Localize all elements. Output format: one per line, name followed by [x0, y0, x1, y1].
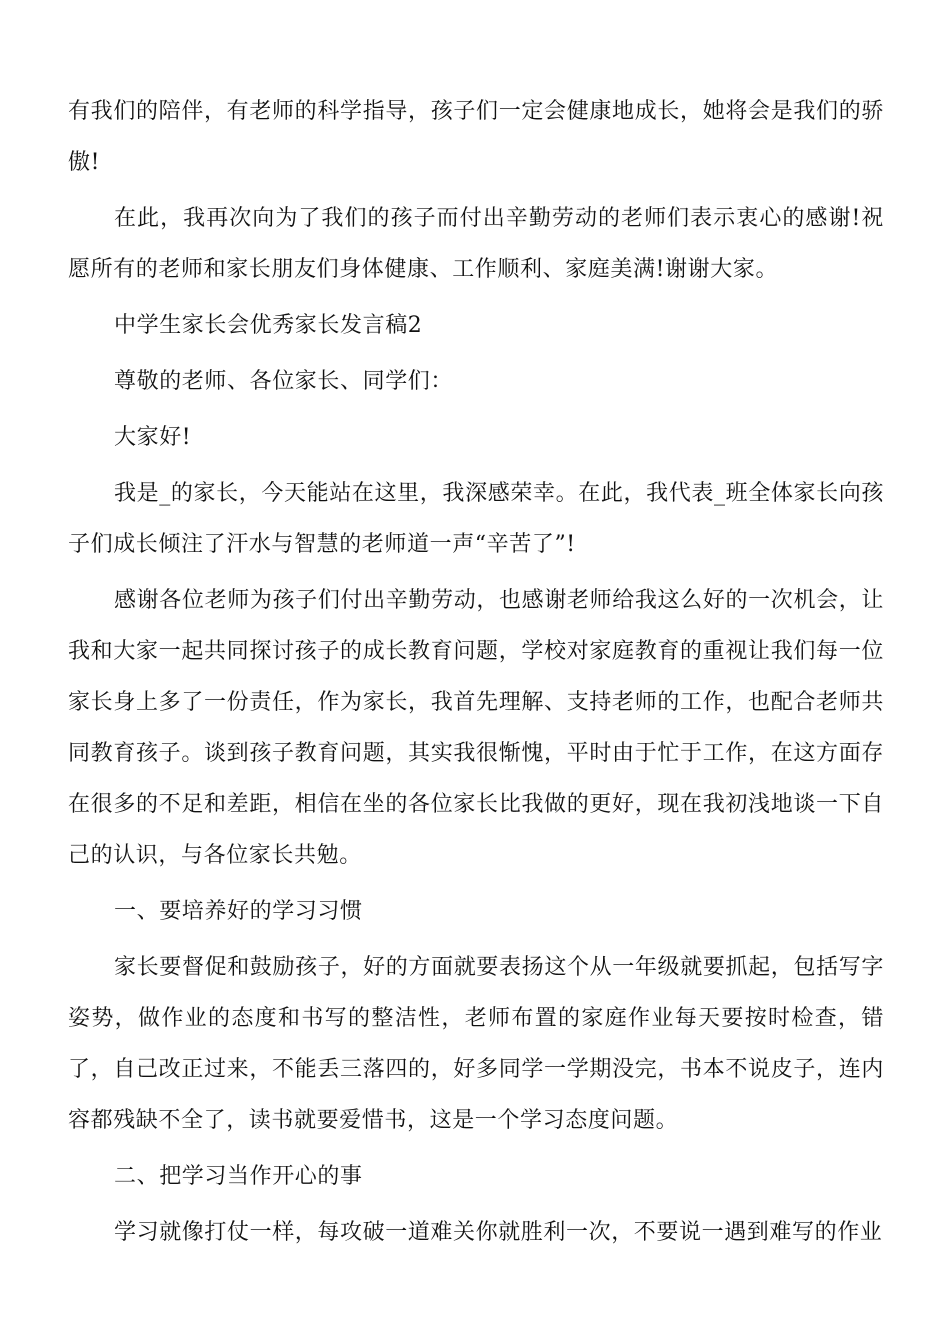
section-heading-joy: 二、把学习当作开心的事 [114, 1164, 363, 1189]
paragraph-salutation: 尊敬的老师、各位家长、同学们： [114, 369, 454, 394]
paragraph-thanks: 在此，我再次向为了我们的孩子而付出辛勤劳动的老师们表示衷心的感谢!祝愿所有的老师和家长朋友们身体健康、工作顺利、家庭美满!谢谢大家。 [68, 206, 884, 282]
paragraph-closing-line: 有我们的陪伴，有老师的科学指导，孩子们一定会健康地成长，她将会是我们的骄傲! [68, 99, 884, 175]
document-heading: 中学生家长会优秀家长发言稿2 [114, 313, 423, 338]
paragraph-habits: 家长要督促和鼓励孩子，好的方面就要表扬这个从一年级就要抓起，包括写字姿势，做作业的态度和书写的整洁性，老师布置的家庭作业每天要按时检查，错了，自己改正过来，不能丢三落四的，好多同学一学期没完，书本不说皮子，连内容都残缺不全了，读书就要爱惜书，这是一个学习态度问题。 [68, 955, 884, 1133]
paragraph-introduction: 我是_的家长，今天能站在这里，我深感荣幸。在此，我代表_班全体家长向孩子们成长倾注了汗水与智慧的老师道一声“辛苦了”! [68, 481, 884, 557]
section-heading-habits: 一、要培养好的学习习惯 [114, 899, 363, 924]
paragraph-gratitude: 感谢各位老师为孩子们付出辛勤劳动，也感谢老师给我这么好的一次机会，让我和大家一起共同探讨孩子的成长教育问题，学校对家庭教育的重视让我们每一位家长身上多了一份责任，作为家长，我首先理解、支持老师的工作，也配合老师共同教育孩子。谈到孩子教育问题，其实我很惭愧，平时由于忙于工作，在这方面存在很多的不足和差距，相信在坐的各位家长比我做的更好，现在我初浅地谈一下自己的认识，与各位家长共勉。 [68, 588, 884, 868]
paragraph-joy: 学习就像打仗一样，每攻破一道难关你就胜利一次，不要说一遇到难写的作业 [114, 1220, 883, 1245]
paragraph-greeting: 大家好! [114, 425, 192, 450]
